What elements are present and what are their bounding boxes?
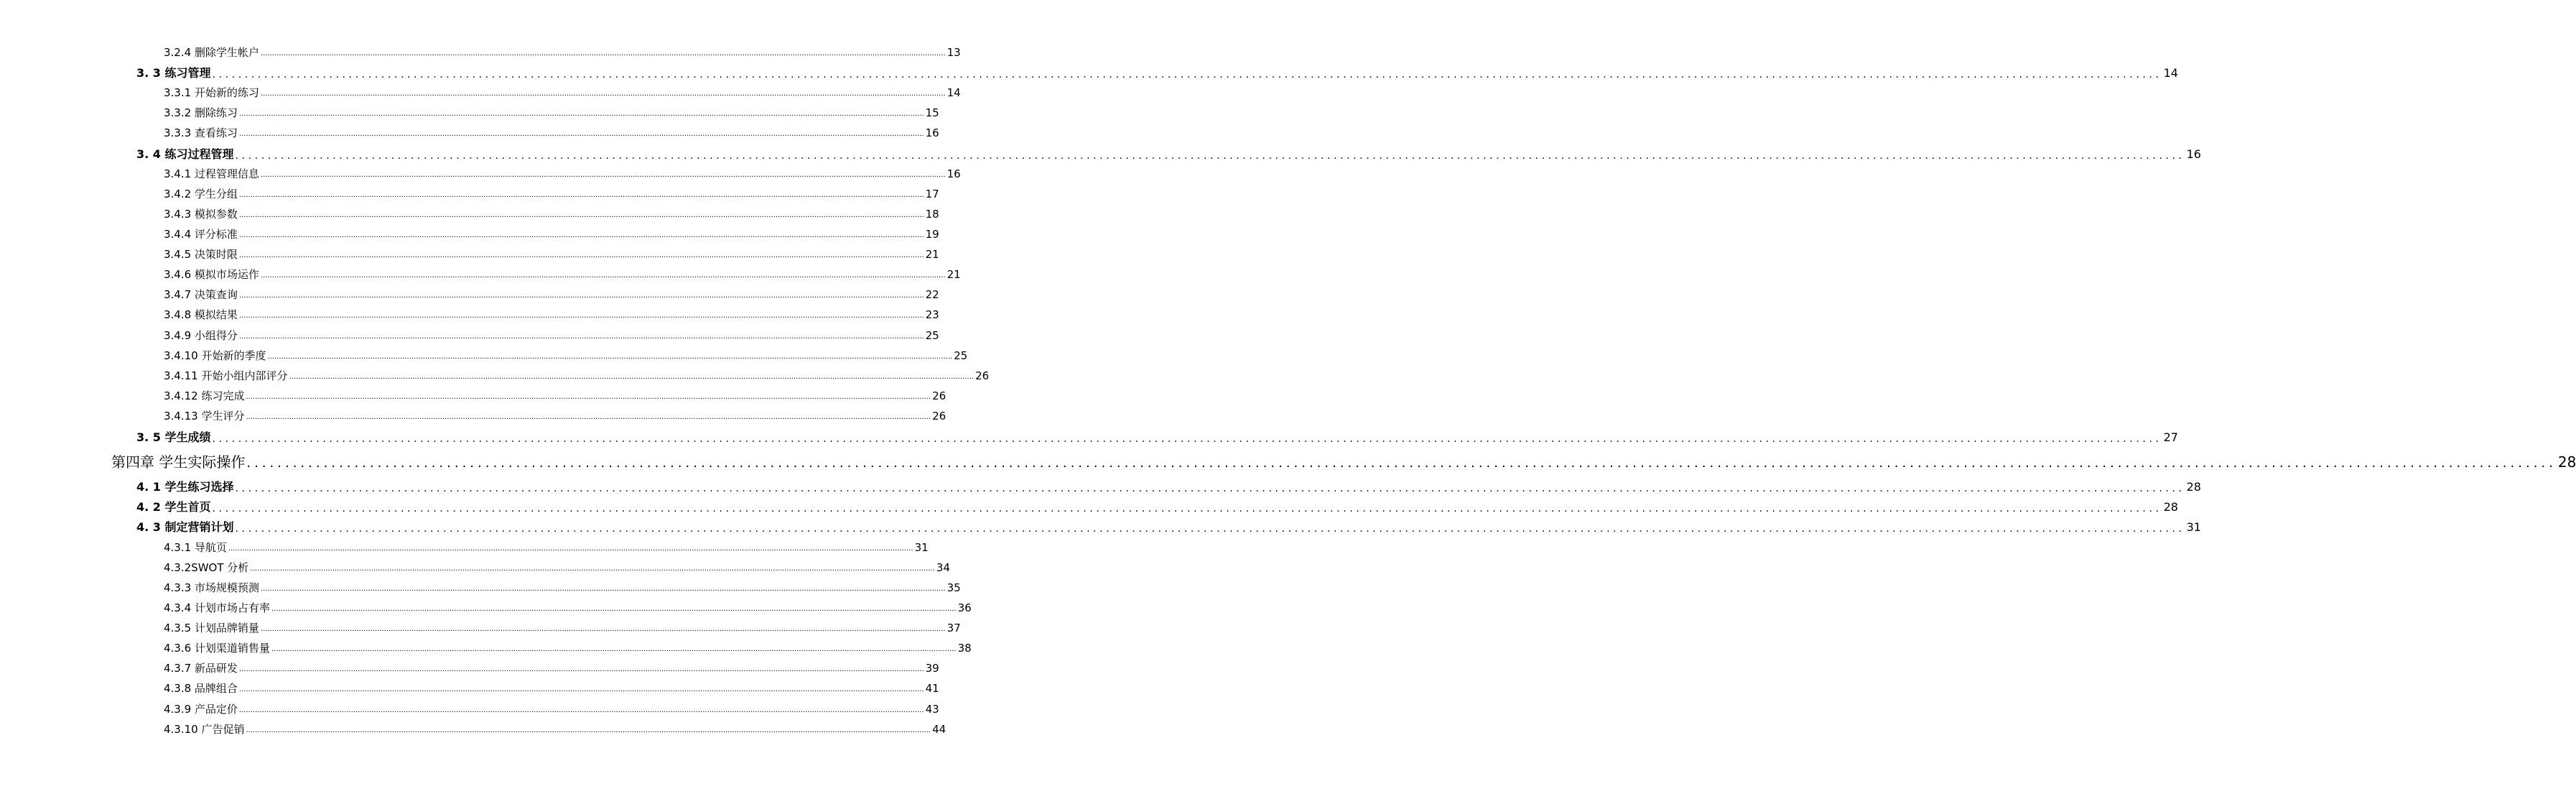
toc-dot-leader: ............................................................................................................................................................................................................................................................................................................ — [260, 90, 946, 98]
toc-entry-title: 3.4.6 模拟市场运作 — [164, 268, 259, 281]
toc-dot-leader: ............................................................................................................................................................................................................................................................................................................ — [238, 191, 924, 199]
toc-subsection-entry[interactable] — [164, 247, 939, 262]
toc-page-number: 16 — [947, 167, 961, 180]
toc-subsection-entry[interactable] — [164, 348, 968, 363]
toc-section-entry[interactable] — [136, 499, 2178, 515]
toc-page-number: 21 — [925, 248, 939, 261]
toc-entry-title: 3.4.12 练习完成 — [164, 389, 245, 402]
toc-dot-leader: ............................................................................................................................................................................................................................................................................................................ — [238, 292, 924, 300]
toc-entry-title: 3.4.8 模拟结果 — [164, 308, 238, 321]
toc-subsection-entry[interactable] — [164, 560, 950, 575]
toc-subsection-entry[interactable] — [164, 227, 939, 241]
toc-page-number: 26 — [975, 369, 990, 382]
toc-dot-leader: ............................................................................................................................................................................................................................................................................................................ — [267, 353, 953, 361]
toc-entry-title: 4.3.9 产品定价 — [164, 703, 238, 716]
toc-dot-leader: ............................................................................................................................................................................................................................................................................................................ — [246, 726, 931, 734]
toc-subsection-entry[interactable] — [164, 187, 939, 201]
toc-page-number: 36 — [957, 601, 972, 614]
toc-dot-leader: ............................................................................................................................................................................................................................................................................................................ — [246, 413, 931, 421]
toc-section-entry[interactable] — [136, 65, 2178, 81]
toc-entry-title: 3.3.3 查看练习 — [164, 126, 238, 139]
toc-entry-title: 3.4.13 学生评分 — [164, 410, 245, 423]
toc-dot-leader: ............................................................................................................................................................................................................................................................................................................ — [212, 503, 2162, 514]
toc-page-number: 31 — [914, 541, 929, 554]
toc-page-number: 14 — [2163, 66, 2178, 80]
toc-entry-title: 4.3.5 计划品牌销量 — [164, 622, 259, 634]
toc-entry-title: 4.3.10 广告促销 — [164, 723, 245, 736]
toc-dot-leader: ............................................................................................................................................................................................................................................................................................................ — [238, 333, 924, 341]
toc-subsection-entry[interactable] — [164, 540, 929, 555]
toc-subsection-entry[interactable] — [164, 681, 939, 696]
toc-subsection-entry[interactable] — [164, 207, 939, 221]
toc-dot-leader: ............................................................................................................................................................................................................................................................................................................ — [271, 605, 957, 613]
toc-subsection-entry[interactable] — [164, 167, 961, 181]
toc-page-number: 28 — [2163, 500, 2178, 514]
toc-page-number: 25 — [954, 349, 968, 362]
toc-entry-title: 3. 5 学生成绩 — [136, 430, 211, 444]
toc-dot-leader: ............................................................................................................................................................................................................................................................................................................ — [238, 130, 924, 138]
toc-subsection-entry[interactable] — [164, 45, 961, 60]
toc-dot-leader: ............................................................................................................................................................................................................................................................................................................ — [246, 393, 931, 401]
toc-page-number: 44 — [932, 723, 947, 736]
toc-subsection-entry[interactable] — [164, 126, 939, 140]
toc-dot-leader: ............................................................................................................................................................................................................................................................................................................ — [260, 625, 946, 633]
toc-page-number: 28 — [2186, 480, 2201, 494]
toc-dot-leader: ............................................................................................................................................................................................................................................................................................................ — [238, 665, 924, 673]
toc-entry-title: 3. 3 练习管理 — [136, 66, 211, 80]
toc-entry-title: 4.3.3 市场规模预测 — [164, 581, 259, 594]
toc-entry-title: 3.4.10 开始新的季度 — [164, 349, 266, 362]
toc-page-number: 22 — [925, 288, 939, 301]
toc-dot-leader: ............................................................................................................................................................................................................................................................................................................ — [212, 433, 2162, 445]
toc-dot-leader: ............................................................................................................................................................................................................................................................................................................ — [289, 373, 975, 381]
toc-entry-title: 4.3.4 计划市场占有率 — [164, 601, 270, 614]
toc-dot-leader: ............................................................................................................................................................................................................................................................................................................ — [260, 50, 946, 57]
toc-entry-title: 3.4.4 评分标准 — [164, 228, 238, 241]
toc-page-number: 23 — [925, 308, 939, 321]
toc-subsection-entry[interactable] — [164, 267, 961, 282]
toc-subsection-entry[interactable] — [164, 389, 947, 403]
toc-entry-title: 3.2.4 删除学生帐户 — [164, 46, 259, 59]
toc-dot-leader: ............................................................................................................................................................................................................................................................................................................ — [271, 645, 957, 653]
toc-entry-title: 3.4.1 过程管理信息 — [164, 167, 259, 180]
toc-page-number: 15 — [925, 106, 939, 119]
toc-page-number: 41 — [925, 682, 939, 695]
toc-page-number: 19 — [925, 228, 939, 241]
toc-page-number: 16 — [925, 126, 939, 139]
toc-page-number: 35 — [947, 581, 961, 594]
toc-section-entry[interactable] — [136, 479, 2201, 495]
toc-entry-title: 4.3.2SWOT 分析 — [164, 561, 249, 574]
toc-entry-title: 第四章 学生实际操作 — [111, 453, 246, 471]
toc-dot-leader: ............................................................................................................................................................................................................................................................................................................ — [235, 483, 2185, 494]
toc-page-number: 16 — [2186, 147, 2201, 161]
toc-entry-title: 3.4.3 模拟参数 — [164, 208, 238, 221]
toc-entry-title: 4. 3 制定营销计划 — [136, 520, 234, 534]
toc-chapter-entry[interactable] — [111, 452, 2576, 472]
toc-dot-leader: ............................................................................................................................................................................................................................................................................................................ — [238, 685, 924, 693]
toc-entry-title: 3.4.2 学生分组 — [164, 188, 238, 200]
toc-entry-title: 4.3.7 新品研发 — [164, 662, 238, 675]
toc-entry-title: 4.3.8 品牌组合 — [164, 682, 238, 695]
toc-page-number: 25 — [925, 329, 939, 342]
toc-dot-leader: ............................................................................................................................................................................................................................................................................................................ — [260, 171, 946, 179]
toc-subsection-entry[interactable] — [164, 722, 947, 737]
toc-page-number: 27 — [2163, 430, 2178, 444]
toc-section-entry[interactable] — [136, 520, 2201, 535]
toc-entry-title: 3.3.2 删除练习 — [164, 106, 238, 119]
toc-entry-title: 3. 4 练习过程管理 — [136, 147, 234, 161]
toc-page-number: 21 — [947, 268, 961, 281]
toc-page-number: 13 — [947, 46, 961, 59]
toc-dot-leader: ............................................................................................................................................................................................................................................................................................................ — [238, 231, 924, 239]
toc-page-number: 39 — [925, 662, 939, 675]
toc-dot-leader: ............................................................................................................................................................................................................................................................................................................ — [238, 312, 924, 320]
toc-dot-leader: ............................................................................................................................................................................................................................................................................................................ — [238, 251, 924, 259]
toc-page-number: 14 — [947, 86, 961, 99]
toc-subsection-entry[interactable] — [164, 641, 972, 655]
toc-entry-title: 4. 1 学生练习选择 — [136, 480, 234, 494]
toc-entry-title: 4.3.6 计划渠道销售量 — [164, 642, 270, 655]
toc-dot-leader: ............................................................................................................................................................................................................................................................................................................ — [238, 211, 924, 219]
toc-page-number: 43 — [925, 703, 939, 716]
toc-entry-title: 3.4.7 决策查询 — [164, 288, 238, 301]
toc-section-entry[interactable] — [136, 147, 2201, 162]
toc-dot-leader: ............................................................................................................................................................................................................................................................................................................ — [228, 545, 913, 553]
toc-page-number: 31 — [2186, 520, 2201, 534]
toc-dot-leader: ............................................................................................................................................................................................................................................................................................................ — [246, 456, 2557, 471]
toc-section-entry[interactable] — [136, 430, 2178, 446]
toc-entry-title: 3.4.11 开始小组内部评分 — [164, 369, 288, 382]
toc-subsection-entry[interactable] — [164, 581, 961, 595]
toc-subsection-entry[interactable] — [164, 106, 939, 120]
toc-subsection-entry[interactable] — [164, 328, 939, 343]
toc-page-number: 28 — [2557, 453, 2576, 471]
toc-subsection-entry[interactable] — [164, 409, 947, 423]
toc-subsection-entry[interactable] — [164, 601, 972, 615]
toc-dot-leader: ............................................................................................................................................................................................................................................................................................................ — [260, 585, 946, 593]
toc-subsection-entry[interactable] — [164, 369, 990, 383]
toc-page-number: 38 — [957, 642, 972, 655]
toc-entry-title: 4. 2 学生首页 — [136, 500, 211, 514]
toc-subsection-entry[interactable] — [164, 702, 939, 716]
toc-dot-leader: ............................................................................................................................................................................................................................................................................................................ — [235, 523, 2185, 535]
toc-page-number: 18 — [925, 208, 939, 221]
toc-dot-leader: ............................................................................................................................................................................................................................................................................................................ — [238, 706, 924, 714]
toc-entry-title: 4.3.1 导航页 — [164, 541, 227, 554]
toc-subsection-entry[interactable] — [164, 308, 939, 322]
toc-entry-title: 3.3.1 开始新的练习 — [164, 86, 259, 99]
toc-dot-leader: ............................................................................................................................................................................................................................................................................................................ — [238, 110, 924, 118]
toc-subsection-entry[interactable] — [164, 86, 961, 100]
toc-subsection-entry[interactable] — [164, 661, 939, 675]
toc-page-number: 17 — [925, 188, 939, 200]
toc-entry-title: 3.4.9 小组得分 — [164, 329, 238, 342]
toc-dot-leader: ............................................................................................................................................................................................................................................................................................................ — [235, 150, 2185, 162]
toc-entry-title: 3.4.5 决策时限 — [164, 248, 238, 261]
toc-dot-leader: ............................................................................................................................................................................................................................................................................................................ — [250, 565, 935, 573]
toc-dot-leader: ............................................................................................................................................................................................................................................................................................................ — [212, 69, 2162, 80]
toc-page-number: 26 — [932, 389, 947, 402]
toc-subsection-entry[interactable] — [164, 287, 939, 302]
toc-page-number: 34 — [936, 561, 950, 574]
toc-dot-leader: ............................................................................................................................................................................................................................................................................................................ — [260, 272, 946, 280]
toc-page-number: 37 — [947, 622, 961, 634]
toc-page-number: 26 — [932, 410, 947, 423]
toc-subsection-entry[interactable] — [164, 621, 961, 635]
